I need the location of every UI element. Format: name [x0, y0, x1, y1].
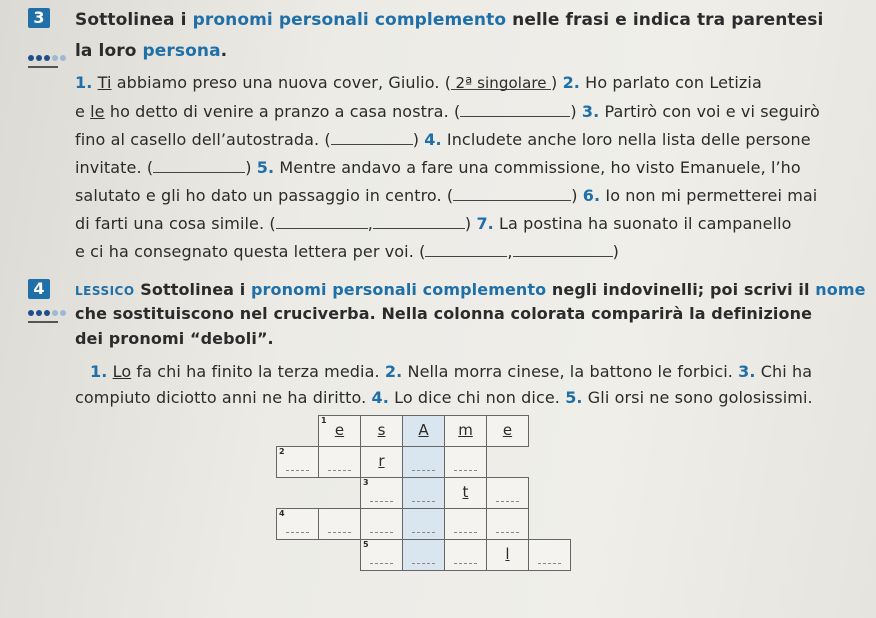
- sentence-text: ho detto di venire a pranzo a casa nostra. (: [104, 102, 461, 121]
- cell-dash: [286, 532, 309, 533]
- dot-icon: [60, 310, 66, 316]
- crossword-cell[interactable]: [318, 446, 361, 478]
- cell-dash: [286, 470, 309, 471]
- sentence-text: e: [75, 102, 91, 121]
- ex3-line5: [75, 185, 817, 205]
- dot-icon: [36, 55, 42, 61]
- riddle-text: Gli orsi ne sono golosissimi.: [582, 388, 813, 407]
- ex4-title-a: Sottolinea i: [134, 280, 251, 299]
- cell-letter: l: [505, 545, 510, 563]
- answer-blank[interactable]: [373, 213, 465, 229]
- ex3-line4: [75, 157, 801, 177]
- cell-dash: [412, 501, 435, 502]
- answer-blank[interactable]: 2ª singolare: [451, 74, 551, 90]
- cell-letter: m: [458, 421, 473, 439]
- cell-dash: [412, 532, 435, 533]
- crossword-cell-colored[interactable]: [402, 508, 445, 540]
- sentence-text: di farti una cosa simile. (: [75, 214, 276, 233]
- sentence-text: ): [551, 73, 563, 92]
- ex4-title-c: negli indovinelli; poi scrivi il: [546, 280, 816, 299]
- sentence-text: Includete anche loro nella lista delle persone: [441, 130, 811, 149]
- sentence-text: invitate. (: [75, 158, 154, 177]
- crossword-cell[interactable]: [486, 508, 529, 540]
- ex3-title-d: la loro: [75, 41, 143, 61]
- riddle-text: Lo dice chi non dice.: [388, 388, 566, 407]
- riddle-number: 5.: [565, 388, 583, 407]
- ex3-line7: [75, 241, 619, 261]
- sentence-text: fino al casello dell’autostrada. (: [75, 130, 331, 149]
- dot-icon: [36, 310, 42, 316]
- sentence-number: 6.: [582, 186, 601, 205]
- ex4-title-line2: che sostituiscono nel cruciverba. Nella colonna colorata comparirà la definizione: [75, 304, 813, 323]
- riddle-number: 4.: [371, 388, 389, 407]
- riddle-text: Chi ha: [755, 362, 813, 381]
- crossword-cell-colored[interactable]: [402, 539, 445, 571]
- ex3-line1: [75, 73, 762, 92]
- ex3-title-keyword: pronomi personali complemento: [192, 10, 507, 30]
- ex3-title-a: Sottolinea i: [75, 10, 193, 30]
- crossword-cell-colored[interactable]: [402, 415, 445, 447]
- sentence-text: ): [245, 158, 257, 177]
- difficulty-dots-ex3: [28, 55, 66, 61]
- sentence-number: 1.: [75, 73, 93, 92]
- dot-icon: [44, 55, 50, 61]
- clue-number: 5: [363, 540, 369, 549]
- sentence-number: 3.: [581, 102, 600, 121]
- riddle-text: Nella morra cinese, la battono le forbici.: [402, 362, 739, 381]
- crossword-cell[interactable]: [486, 415, 529, 447]
- cell-dash: [370, 532, 393, 533]
- crossword-cell[interactable]: [276, 446, 319, 478]
- crossword-cell[interactable]: [444, 539, 487, 571]
- answer-blank[interactable]: [460, 101, 570, 117]
- crossword-cell[interactable]: [360, 477, 403, 509]
- ex4-title-keyword: pronomi personali complemento: [250, 280, 547, 299]
- lessico-tag: LESSICO: [75, 284, 135, 298]
- cell-dash: [454, 470, 477, 471]
- crossword-cell[interactable]: [318, 508, 361, 540]
- clue-number: 2: [279, 447, 285, 456]
- dot-icon: [52, 55, 58, 61]
- cell-letter: t: [462, 483, 469, 501]
- blank-separator: ,: [367, 214, 373, 233]
- answer-blank[interactable]: [425, 241, 507, 257]
- cell-dash: [412, 563, 435, 564]
- ex4-riddles-line2: [75, 388, 813, 407]
- ex4-title-line1: [75, 280, 866, 299]
- answer-blank[interactable]: [513, 241, 613, 257]
- sentence-text: ): [464, 214, 477, 233]
- crossword-cell-colored[interactable]: [402, 477, 445, 509]
- riddle-text: fa chi ha finito la terza media.: [131, 362, 385, 381]
- ex3-divider: [28, 66, 58, 68]
- underlined-pronoun: Lo: [112, 362, 132, 381]
- ex3-title-f: .: [220, 41, 228, 61]
- riddle-number: 1.: [90, 362, 108, 381]
- crossword-cell[interactable]: [360, 539, 403, 571]
- crossword-cell[interactable]: [528, 539, 571, 571]
- sentence-text: Ho parlato con Letizia: [580, 73, 762, 92]
- cell-dash: [370, 501, 393, 502]
- cell-letter: e: [502, 421, 513, 439]
- difficulty-dots-ex4: [28, 310, 66, 316]
- dot-icon: [60, 55, 66, 61]
- clue-number: 1: [321, 416, 327, 425]
- sentence-text: Mentre andavo a fare una commissione, ho visto Emanuele, l’ho: [274, 158, 801, 177]
- crossword-cell[interactable]: [360, 508, 403, 540]
- sentence-text: La postina ha suonato il campanello: [493, 214, 792, 233]
- cell-dash: [454, 532, 477, 533]
- cell-dash: [538, 563, 561, 564]
- cell-letter: A: [418, 421, 429, 439]
- sentence-text: Partirò con voi e vi seguirò: [599, 102, 820, 121]
- crossword-cell[interactable]: [444, 508, 487, 540]
- answer-blank[interactable]: [331, 129, 413, 145]
- cell-dash: [496, 501, 519, 502]
- sentence-text: abbiamo preso una nuova cover, Giulio. (: [111, 73, 452, 92]
- answer-blank[interactable]: [276, 213, 368, 229]
- answer-blank[interactable]: [153, 157, 245, 173]
- underlined-pronoun: Ti: [97, 73, 112, 92]
- riddle-number: 3.: [738, 362, 756, 381]
- cell-letter: r: [378, 452, 385, 470]
- answer-blank[interactable]: [453, 185, 571, 201]
- exercise-3-number: 3: [28, 8, 50, 28]
- crossword-cell-colored[interactable]: [402, 446, 445, 478]
- riddle-number: 2.: [384, 362, 403, 381]
- crossword-cell[interactable]: [360, 415, 403, 447]
- ex3-line6: [75, 213, 792, 233]
- dot-icon: [44, 310, 50, 316]
- cell-dash: [328, 470, 351, 471]
- crossword-cell[interactable]: [318, 415, 361, 447]
- clue-number: 4: [279, 509, 285, 518]
- cell-letter: e: [334, 421, 345, 439]
- cell-letter: s: [377, 421, 386, 439]
- ex4-title-line3: dei pronomi “deboli”.: [75, 329, 274, 348]
- ex4-riddles-line1: [90, 362, 812, 381]
- cell-dash: [496, 532, 519, 533]
- riddle-text: compiuto diciotto anni ne ha diritto.: [75, 388, 372, 407]
- ex3-title-c: nelle frasi e indica tra parentesi: [506, 10, 824, 30]
- sentence-text: ): [570, 102, 582, 121]
- cell-dash: [454, 563, 477, 564]
- sentence-text: salutato e gli ho dato un passaggio in centro. (: [75, 186, 454, 205]
- cell-dash: [370, 563, 393, 564]
- underlined-pronoun: le: [90, 102, 105, 121]
- sentence-number: 4.: [424, 130, 442, 149]
- ex3-title-line1: [75, 10, 823, 30]
- blank-separator: ,: [507, 242, 513, 261]
- sentence-text: e ci ha consegnato questa lettera per voi. (: [75, 242, 426, 261]
- clue-number: 3: [363, 478, 369, 487]
- crossword-cell[interactable]: [444, 415, 487, 447]
- exercise-4-number: 4: [28, 279, 50, 299]
- crossword-cell[interactable]: [444, 446, 487, 478]
- sentence-text: ): [612, 242, 619, 261]
- ex3-title-persona: persona: [142, 41, 221, 61]
- cell-dash: [328, 532, 351, 533]
- cell-dash: [412, 470, 435, 471]
- ex4-title-nome: nome: [815, 280, 866, 299]
- sentence-number: 2.: [562, 73, 580, 92]
- crossword-cell[interactable]: [486, 477, 529, 509]
- sentence-number: 7.: [476, 214, 494, 233]
- ex4-divider: [28, 321, 58, 323]
- sentence-text: Io non mi permetterei mai: [600, 186, 818, 205]
- sentence-text: ): [571, 186, 583, 205]
- crossword-cell[interactable]: [486, 539, 529, 571]
- sentence-number: 5.: [256, 158, 275, 177]
- crossword-cell[interactable]: [276, 508, 319, 540]
- ex3-title-line2: [75, 41, 227, 61]
- dot-icon: [28, 55, 34, 61]
- sentence-text: ): [412, 130, 425, 149]
- dot-icon: [28, 310, 34, 316]
- dot-icon: [52, 310, 58, 316]
- crossword-cell[interactable]: [444, 477, 487, 509]
- ex3-line2: [75, 101, 820, 121]
- crossword-cell[interactable]: [360, 446, 403, 478]
- ex3-line3: [75, 129, 811, 149]
